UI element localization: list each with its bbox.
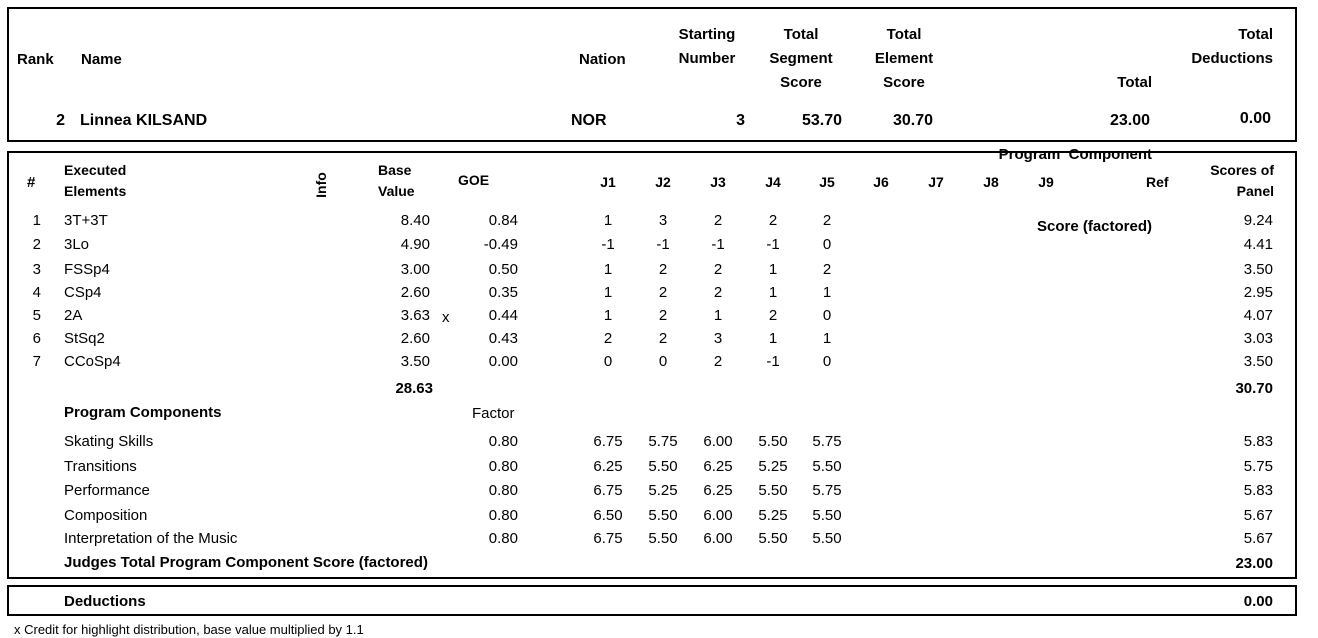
element-judge-score: 1	[768, 261, 778, 278]
component-judge-score: 6.25	[593, 458, 623, 475]
element-goe: 0.84	[488, 212, 518, 229]
judge-header-5: J5	[819, 174, 835, 190]
element-goe: 0.44	[488, 307, 518, 324]
pcs-header: Total Program Component Score (factored)	[998, 74, 1152, 235]
component-judge-score: 5.25	[648, 482, 678, 499]
element-base-value: 3.50	[400, 353, 430, 370]
element-panel-score: 3.50	[1243, 261, 1273, 278]
element-judge-score: 2	[768, 307, 778, 324]
judges-total-pcs-label: Judges Total Program Component Score (factored)	[64, 554, 428, 571]
element-judge-score: -1	[766, 236, 780, 253]
component-judge-score: 6.75	[593, 482, 623, 499]
component-judge-score: 5.50	[812, 507, 842, 524]
element-panel-score: 4.41	[1243, 236, 1273, 253]
element-judge-score: 2	[603, 330, 613, 347]
component-name: Skating Skills	[64, 433, 154, 450]
judge-header-6: J6	[873, 174, 889, 190]
component-factor: 0.80	[488, 507, 518, 524]
element-judge-score: -1	[656, 236, 670, 253]
component-judge-score: 5.75	[812, 482, 842, 499]
component-panel-score: 5.75	[1243, 458, 1273, 475]
element-judge-score: 0	[822, 236, 832, 253]
element-judge-score: 0	[603, 353, 613, 370]
component-factor: 0.80	[488, 458, 518, 475]
component-judge-score: 6.25	[703, 482, 733, 499]
element-judge-score: 1	[822, 284, 832, 301]
component-judge-score: 5.50	[812, 530, 842, 547]
factor-header: Factor	[472, 405, 515, 422]
component-judge-score: 5.75	[812, 433, 842, 450]
deductions-header: Total Deductions	[1191, 26, 1273, 67]
deductions-value: 0.00	[1243, 593, 1273, 610]
component-panel-score: 5.67	[1243, 530, 1273, 547]
element-base-value: 3.00	[400, 261, 430, 278]
element-judge-score: 1	[603, 307, 613, 324]
component-judge-score: 5.25	[758, 458, 788, 475]
total-deductions: 0.00	[1239, 110, 1271, 127]
judge-header-1: J1	[600, 174, 616, 190]
ref-header: Ref	[1146, 174, 1169, 190]
element-judge-score: 0	[822, 353, 832, 370]
component-judge-score: 6.00	[703, 507, 733, 524]
element-goe: 0.43	[488, 330, 518, 347]
element-judge-score: 0	[822, 307, 832, 324]
element-base-value: 3.63	[400, 307, 430, 324]
component-judge-score: 5.25	[758, 507, 788, 524]
element-panel-score: 2.95	[1243, 284, 1273, 301]
component-judge-score: 5.50	[648, 458, 678, 475]
component-judge-score: 6.00	[703, 530, 733, 547]
element-number: 6	[32, 330, 41, 347]
element-judge-score: 3	[713, 330, 723, 347]
element-judge-score: 2	[713, 284, 723, 301]
element-judge-score: 2	[713, 353, 723, 370]
scores-of-panel-header: Scores of Panel	[1210, 162, 1274, 199]
component-judge-score: 5.50	[648, 507, 678, 524]
element-number-header: #	[27, 174, 36, 191]
element-panel-score: 3.03	[1243, 330, 1273, 347]
skater-starting-number: 3	[736, 112, 745, 129]
component-factor: 0.80	[488, 433, 518, 450]
element-judge-score: 2	[713, 212, 723, 229]
judge-header-2: J2	[655, 174, 671, 190]
element-number: 5	[32, 307, 41, 324]
deductions-label: Deductions	[64, 593, 146, 610]
component-judge-score: 6.50	[593, 507, 623, 524]
component-judge-score: 5.50	[758, 433, 788, 450]
element-number: 1	[32, 212, 41, 229]
element-number: 4	[32, 284, 41, 301]
judges-total-pcs-value: 23.00	[1235, 555, 1273, 572]
element-name: 3Lo	[64, 236, 90, 253]
info-header: Info	[313, 172, 329, 198]
component-factor: 0.80	[488, 530, 518, 547]
element-judge-score: 2	[658, 261, 668, 278]
element-judge-score: 1	[822, 330, 832, 347]
tss-header: Total Segment Score	[769, 26, 833, 91]
judge-header-7: J7	[928, 174, 944, 190]
tes-header: Total Element Score	[874, 26, 934, 91]
base-value-header: Base Value	[378, 162, 415, 199]
element-goe: -0.49	[483, 236, 518, 253]
element-number: 2	[32, 236, 41, 253]
total-program-component-score: 23.00	[1109, 112, 1150, 129]
element-panel-score: 9.24	[1243, 212, 1273, 229]
executed-elements-header: Executed Elements	[64, 162, 127, 199]
element-name: CCoSp4	[64, 353, 121, 370]
total-element-score: 30.70	[892, 112, 933, 129]
component-judge-score: 6.75	[593, 433, 623, 450]
elements-panel-total: 30.70	[1235, 380, 1273, 397]
element-judge-score: 2	[658, 307, 668, 324]
element-name: 2A	[64, 307, 83, 324]
element-base-value: 2.60	[400, 330, 430, 347]
element-panel-score: 4.07	[1243, 307, 1273, 324]
element-judge-score: 1	[603, 212, 613, 229]
deductions-box	[7, 585, 1297, 616]
element-judge-score: -1	[711, 236, 725, 253]
component-judge-score: 5.75	[648, 433, 678, 450]
component-judge-score: 5.50	[648, 530, 678, 547]
element-number: 7	[32, 353, 41, 370]
component-judge-score: 6.25	[703, 458, 733, 475]
goe-header: GOE	[458, 172, 490, 188]
component-name: Interpretation of the Music	[64, 530, 238, 547]
skater-name: Linnea KILSAND	[80, 112, 208, 129]
element-name: FSSp4	[64, 261, 110, 278]
judge-header-8: J8	[983, 174, 999, 190]
element-judge-score: 2	[822, 261, 832, 278]
total-segment-score: 53.70	[801, 112, 842, 129]
component-name: Performance	[64, 482, 150, 499]
element-name: 3T+3T	[64, 212, 108, 229]
judge-header-3: J3	[710, 174, 726, 190]
element-name: CSp4	[64, 284, 102, 301]
element-judge-score: -1	[601, 236, 615, 253]
component-panel-score: 5.83	[1243, 482, 1273, 499]
element-judge-score: 1	[603, 284, 613, 301]
element-base-value: 2.60	[400, 284, 430, 301]
starting-number-header: Starting Number	[678, 26, 736, 67]
judge-header-4: J4	[765, 174, 781, 190]
footnote: x Credit for highlight distribution, base value multiplied by 1.1	[14, 622, 364, 637]
rank-header: Rank	[17, 51, 54, 68]
element-judge-score: 2	[822, 212, 832, 229]
component-panel-score: 5.83	[1243, 433, 1273, 450]
component-panel-score: 5.67	[1243, 507, 1273, 524]
element-judge-score: 1	[768, 330, 778, 347]
element-judge-score: 2	[658, 330, 668, 347]
component-judge-score: 6.75	[593, 530, 623, 547]
component-judge-score: 5.50	[758, 482, 788, 499]
element-judge-score: 3	[658, 212, 668, 229]
component-judge-score: 5.50	[812, 458, 842, 475]
base-value-total: 28.63	[395, 380, 433, 397]
component-name: Transitions	[64, 458, 137, 475]
skater-nation: NOR	[571, 112, 607, 129]
element-info-mark: x	[442, 309, 450, 326]
element-panel-score: 3.50	[1243, 353, 1273, 370]
name-header: Name	[81, 51, 122, 68]
component-factor: 0.80	[488, 482, 518, 499]
element-judge-score: 0	[658, 353, 668, 370]
element-judge-score: 2	[658, 284, 668, 301]
element-base-value: 4.90	[400, 236, 430, 253]
element-goe: 0.00	[488, 353, 518, 370]
element-judge-score: -1	[766, 353, 780, 370]
program-components-header: Program Components	[64, 404, 222, 421]
element-goe: 0.35	[488, 284, 518, 301]
component-judge-score: 5.50	[758, 530, 788, 547]
component-name: Composition	[64, 507, 148, 524]
component-judge-score: 6.00	[703, 433, 733, 450]
element-number: 3	[32, 261, 41, 278]
nation-header: Nation	[579, 51, 626, 68]
element-judge-score: 2	[713, 261, 723, 278]
skater-rank: 2	[56, 112, 65, 129]
element-name: StSq2	[64, 330, 105, 347]
element-judge-score: 1	[713, 307, 723, 324]
element-base-value: 8.40	[400, 212, 430, 229]
element-judge-score: 2	[768, 212, 778, 229]
element-judge-score: 1	[768, 284, 778, 301]
element-judge-score: 1	[603, 261, 613, 278]
element-goe: 0.50	[488, 261, 518, 278]
judge-header-9: J9	[1038, 174, 1054, 190]
